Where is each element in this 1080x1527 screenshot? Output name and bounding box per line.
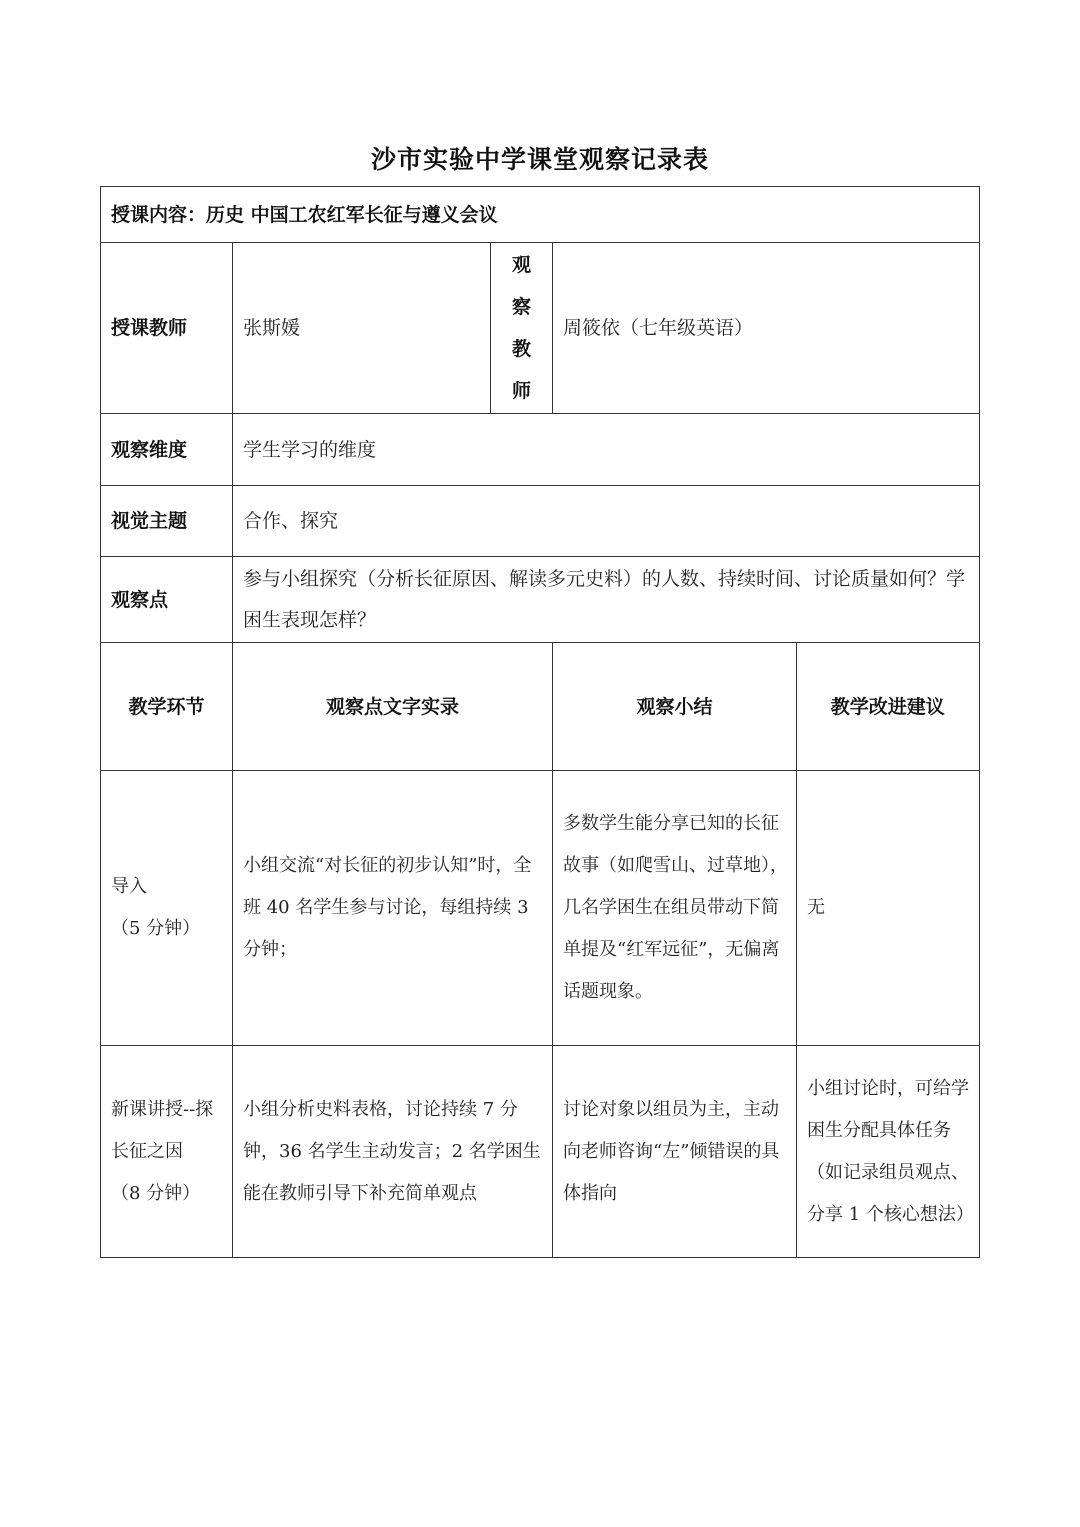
suggestion-2: 小组讨论时，可给学困生分配具体任务（如记录组员观点、分享 1 个核心想法） — [807, 1077, 974, 1225]
teacher-label-cell — [101, 243, 233, 414]
table-row-1-summary — [553, 771, 797, 1046]
summary-1: 多数学生能分享已知的长征故事（如爬雪山、过草地），几名学困生在组员带动下简单提及“红军远征”，无偏离话题现象。 — [563, 813, 788, 1002]
stage-2-time: （8 分钟） — [111, 1182, 201, 1204]
table-row-2-record — [233, 1046, 553, 1258]
table-row-2-stage — [101, 1046, 233, 1258]
dimension-label-cell — [101, 414, 233, 486]
observation-point-label: 观察点 — [111, 588, 169, 611]
table-row-2-summary — [553, 1046, 797, 1258]
observer-label-char: 教 — [511, 338, 531, 360]
theme-value: 合作、探究 — [243, 510, 339, 532]
stage-2 — [101, 1089, 232, 1215]
observation-point-value: 参与小组探究（分析长征原因、解读多元史料）的人数、持续时间、讨论质量如何？学困生表现怎样？ — [243, 567, 966, 631]
teacher-value-cell — [233, 243, 491, 414]
course-value: 历史 中国工农红军长征与遵义会议 — [206, 203, 498, 226]
header-record-label: 观察点文字实录 — [325, 695, 459, 718]
observer-label-char: 察 — [511, 296, 531, 318]
record-2: 小组分析史料表格，讨论持续 7 分钟，36 名学生主动发言；2 名学困生能在教师引导下补充简单观点 — [243, 1098, 541, 1204]
header-suggestion — [797, 643, 980, 771]
page-title: 沙市实验中学课堂观察记录表 — [370, 145, 709, 174]
dimension-value-cell — [233, 414, 980, 486]
header-stage — [101, 643, 233, 771]
summary-2: 讨论对象以组员为主，主动向老师咨询“左”倾错误的具体指向 — [563, 1098, 780, 1204]
course-row — [101, 187, 980, 243]
stage-2-name: 新课讲授--探长征之因 — [111, 1098, 214, 1162]
teacher-label: 授课教师 — [111, 317, 188, 339]
dimension-value: 学生学习的维度 — [243, 438, 377, 461]
observation-table — [100, 186, 980, 1258]
observer-label — [491, 244, 552, 412]
header-record — [233, 643, 553, 771]
header-summary — [553, 643, 797, 771]
table-row-1-record — [233, 771, 553, 1046]
observer-label-cell — [491, 243, 553, 414]
header-suggestion-label: 教学改进建议 — [830, 695, 945, 718]
observation-point-label-cell — [101, 557, 233, 643]
observer-label-char: 观 — [511, 254, 531, 276]
course-text — [101, 194, 504, 236]
table-row-2-suggestion — [797, 1046, 980, 1258]
theme-value-cell — [233, 486, 980, 557]
header-stage-label: 教学环节 — [128, 695, 205, 718]
theme-label: 视觉主题 — [111, 510, 188, 532]
stage-1 — [101, 866, 206, 950]
theme-label-cell — [101, 486, 233, 557]
table-row-1-stage — [101, 771, 233, 1046]
header-summary-label: 观察小结 — [636, 695, 713, 718]
stage-1-name: 导入 — [111, 876, 147, 897]
observer-label-char: 师 — [511, 380, 531, 402]
dimension-label: 观察维度 — [111, 438, 188, 461]
teacher-value: 张斯媛 — [243, 317, 301, 339]
record-1: 小组交流“对长征的初步认知”时，全班 40 名学生参与讨论，每组持续 3 分钟； — [243, 855, 535, 960]
observer-value-cell — [553, 243, 980, 414]
observation-point-value-cell — [233, 557, 980, 643]
course-label: 授课内容： — [111, 203, 207, 226]
observer-value: 周筱依（七年级英语） — [563, 317, 754, 339]
suggestion-1: 无 — [807, 897, 825, 918]
stage-1-time: （5 分钟） — [111, 918, 201, 939]
table-row-1-suggestion — [797, 771, 980, 1046]
